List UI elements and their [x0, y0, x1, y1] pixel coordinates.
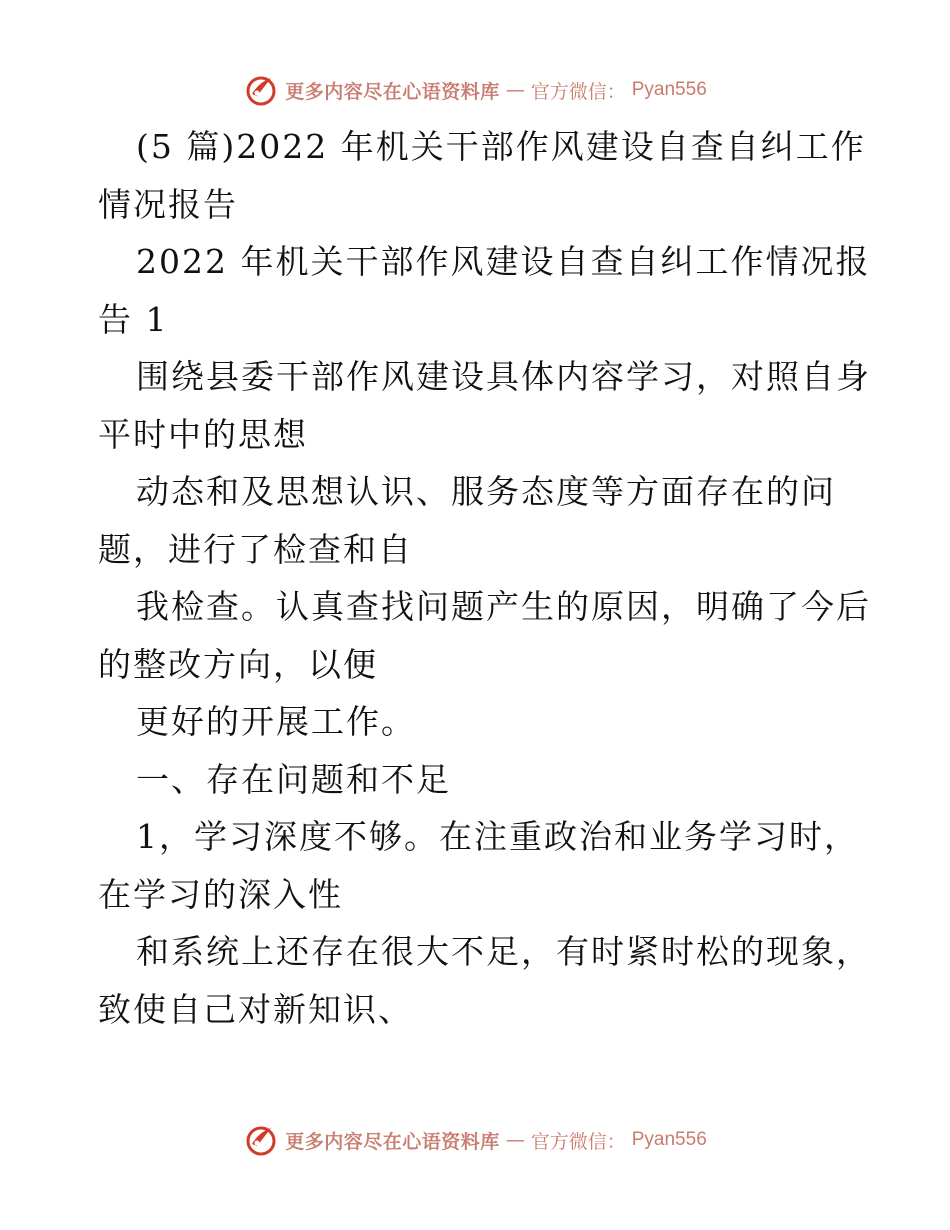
text-line: 围绕县委干部作风建设具体内容学习，对照自身	[136, 357, 871, 396]
text-line: 动态和及思想认识、服务态度等方面存在的问	[136, 472, 836, 511]
banner-wechat-label: 官方微信：	[530, 1130, 626, 1153]
text-line: 题，进行了检查和自	[98, 529, 413, 569]
text-line: (5 篇)2022 年机关干部作风建设自查自纠工作	[136, 127, 866, 166]
banner-wechat-id: Pyan556	[631, 1129, 707, 1150]
brand-logo-icon	[243, 1122, 279, 1158]
text-line: 2022 年机关干部作风建设自查自纠工作情况报	[136, 242, 871, 281]
text-line: 平时中的思想	[98, 414, 308, 454]
banner-main-text: 更多内容尽在心语资料库	[285, 80, 500, 103]
text-line: 情况报告	[98, 184, 238, 224]
text-line: 在学习的深入性	[98, 874, 343, 914]
text-line: 1，学习深度不够。在注重政治和业务学习时，	[136, 817, 859, 856]
text-line: 更好的开展工作。	[136, 702, 416, 741]
brand-logo-icon	[243, 72, 279, 108]
text-line: 致使自己对新知识、	[98, 989, 413, 1029]
section-heading	[98, 751, 858, 809]
banner-wechat-label: 官方微信：	[530, 80, 626, 103]
text-line: 我检查。认真查找问题产生的原因，明确了今后	[136, 587, 871, 626]
banner-wechat-id: Pyan556	[631, 79, 707, 100]
body-paragraph	[98, 578, 871, 693]
text-line: 和系统上还存在很大不足，有时紧时松的现象，	[136, 932, 871, 971]
body-paragraph	[98, 693, 858, 751]
body-paragraph	[98, 348, 871, 463]
text-line: 一、存在问题和不足	[136, 759, 451, 799]
body-paragraph	[98, 808, 858, 923]
text-line: 的整改方向，以便	[98, 644, 378, 684]
banner-separator: —	[505, 79, 525, 101]
footer-watermark-banner	[0, 1120, 950, 1160]
body-paragraph	[98, 463, 858, 578]
body-paragraph	[98, 923, 871, 1038]
text-line: 告 1	[98, 299, 169, 339]
document-title	[98, 118, 866, 233]
header-watermark-banner	[0, 70, 950, 110]
report-heading	[98, 233, 871, 348]
document-body	[98, 118, 871, 1038]
banner-separator: —	[505, 1129, 525, 1151]
banner-main-text: 更多内容尽在心语资料库	[285, 1130, 500, 1153]
